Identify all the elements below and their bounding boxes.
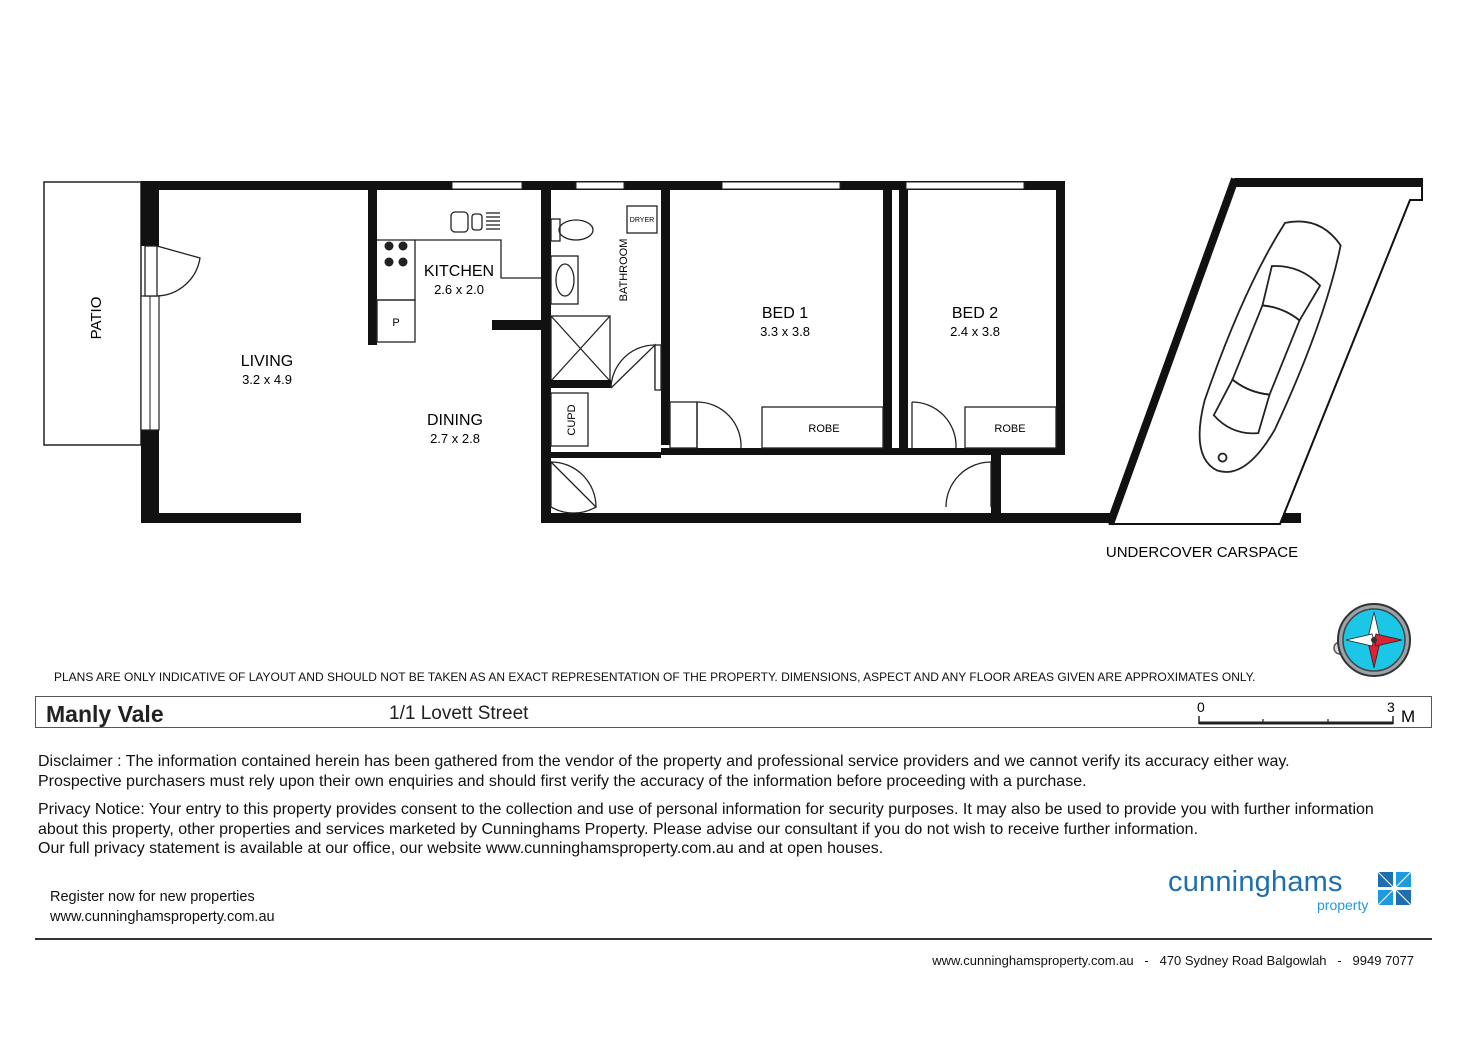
plan-notice: PLANS ARE ONLY INDICATIVE OF LAYOUT AND SHOULD NOT BE TAKEN AS AN EXACT REPRESENTATION OF THE PROPERTY. DIMENSIONS, ASPECT AND ANY FLOOR AREAS GIVEN ARE APPROXIMATES ONLY. xyxy=(54,670,1256,684)
register-block xyxy=(50,887,275,927)
kitchen-sink-icon xyxy=(451,212,500,232)
disclaimer-line-2: Prospective purchasers must rely upon their own enquiries and should first verify the accuracy of the information before proceeding with a purchase. xyxy=(38,772,1087,790)
bed1-name: BED 1 xyxy=(761,305,809,322)
privacy-line-1: Privacy Notice: Your entry to this property provides consent to the collection and use of personal information for security purposes. It may also be used to provide you with further information xyxy=(38,801,1374,818)
bed1-door xyxy=(670,402,741,448)
scale-bar xyxy=(1191,697,1431,729)
dining-dims: 2.7 x 2.8 xyxy=(430,431,480,446)
suburb-title: Manly Vale xyxy=(46,701,164,727)
privacy-line-3: Our full privacy statement is available at our office, our website www.cunninghamsproperty.com.au and at open houses. xyxy=(38,840,884,857)
privacy-line-2: about this property, other properties and services marketed by Cunninghams Property. Please advise our consultant if you do not wish to receive further information. xyxy=(38,820,1199,838)
patio-door xyxy=(145,246,200,296)
disclaimer-line-1: Disclaimer : The information contained herein has been gathered from the vendor of the property and professional service providers and we cannot verify its accuracy either way. xyxy=(38,753,1290,770)
brand-sub: property xyxy=(1317,897,1369,913)
scale-end: 3 xyxy=(1387,699,1395,715)
brand-logo xyxy=(1168,866,1418,916)
title-bar xyxy=(35,696,1432,728)
bed2-dims: 2.4 x 3.8 xyxy=(950,324,1000,339)
brand-logo-icon xyxy=(1377,871,1413,907)
street-address: 1/1 Lovett Street xyxy=(389,703,529,724)
bathroom-label: BATHROOM xyxy=(618,238,630,302)
disclaimer-block xyxy=(38,752,1438,791)
bed1-robe-label: ROBE xyxy=(808,423,840,435)
pantry-label: P xyxy=(392,317,400,329)
scale-start: 0 xyxy=(1197,699,1205,715)
carspace-outline xyxy=(1110,179,1422,524)
living-dims: 3.2 x 4.9 xyxy=(242,372,292,387)
cupboard-label: CUPD xyxy=(566,404,578,436)
dryer-label: DRYER xyxy=(629,217,655,224)
shower-icon xyxy=(541,316,611,388)
bed2-name: BED 2 xyxy=(951,305,999,322)
scale-unit: M xyxy=(1401,707,1416,726)
sink-icon xyxy=(551,256,578,304)
kitchen-dims: 2.6 x 2.0 xyxy=(434,282,484,297)
living-name: LIVING xyxy=(240,353,294,370)
compass-icon xyxy=(1318,600,1428,680)
privacy-block xyxy=(38,800,1438,859)
footer-contact: www.cunninghamsproperty.com.au - 470 Sydney Road Balgowlah - 9949 7077 xyxy=(932,953,1414,968)
brand-name: cunninghams xyxy=(1168,866,1343,898)
register-url[interactable]: www.cunninghamsproperty.com.au xyxy=(50,909,275,925)
bathroom-door xyxy=(611,345,661,390)
register-line: Register now for new properties xyxy=(50,889,255,905)
carspace-label: UNDERCOVER CARSPACE xyxy=(1105,544,1299,561)
bed2-door xyxy=(912,402,956,448)
dining-name: DINING xyxy=(427,412,483,429)
legal-text xyxy=(38,752,1438,868)
cooktop-icon xyxy=(385,242,408,267)
toilet-icon xyxy=(551,219,593,241)
bed1-dims: 3.3 x 3.8 xyxy=(760,324,810,339)
bed2-entry-door xyxy=(946,462,991,507)
bed2-robe-label: ROBE xyxy=(994,423,1026,435)
entry-door xyxy=(551,462,596,513)
footer-divider xyxy=(35,938,1432,940)
kitchen-name: KITCHEN xyxy=(423,263,495,280)
patio-label: PATIO xyxy=(88,296,105,340)
